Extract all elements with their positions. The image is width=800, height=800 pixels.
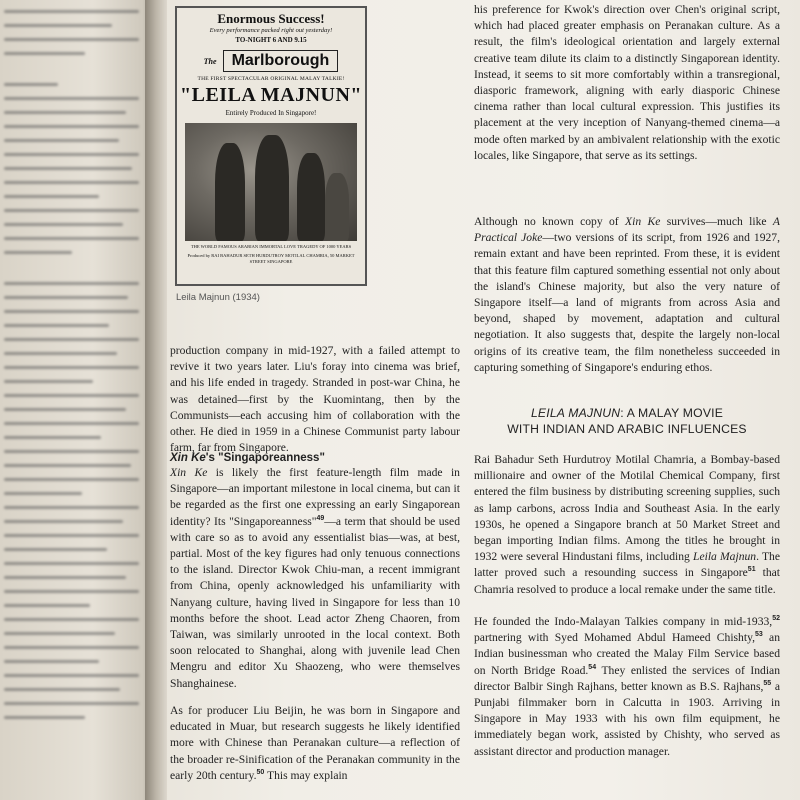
poster-fine-print-1: THE WORLD FAMOUS ARABIAN IMMORTAL LOVE TRAGEDY OF 1000 YEARS — [190, 244, 352, 249]
poster-theatre-name: Marlborough — [223, 50, 339, 72]
footnote-53: 53 — [755, 631, 763, 639]
section-heading-singaporeanness — [170, 452, 460, 464]
footnote-52: 52 — [772, 615, 780, 623]
left-paragraph-1 — [170, 343, 460, 456]
r-p4-text-c: an Indian businessman who created the Malay Film Service based on North Bridge Road. — [474, 631, 780, 677]
section-title-leila-majnun — [474, 405, 780, 437]
r-p2-xinke: Xin Ke — [625, 215, 661, 228]
poster-film-title: "LEILA MAJNUN" — [180, 84, 362, 106]
footnote-49: 49 — [316, 514, 325, 522]
r-p3-text-b: . The latter proved such a resounding success in Singapore — [474, 550, 780, 580]
right-paragraph-4 — [474, 614, 780, 760]
poster-times: TO-NIGHT 6 AND 9.15 — [235, 36, 307, 44]
left-section-singaporeanness — [170, 452, 460, 692]
p2-xinke: Xin Ke — [170, 466, 208, 479]
footnote-51: 51 — [747, 566, 756, 574]
paragraph-liu-beijin — [170, 703, 460, 784]
poster-tagline: THE FIRST SPECTACULAR ORIGINAL MALAY TALKIE! — [197, 76, 345, 82]
r-p4-text-e: a Punjabi filmmaker born in Calcutta in 1903. Arriving in Singapore in May 1933 with his own film equipment, he immediately began work, assisted by Chishty, who served as assistant director and production manager. — [474, 679, 780, 758]
poster-headline: Enormous Success! — [217, 11, 325, 26]
p3-text-b: This may explain — [264, 768, 348, 782]
poster-caption: Leila Majnun (1934) — [176, 292, 260, 303]
footnote-54: 54 — [588, 663, 597, 671]
footnote-55: 55 — [763, 679, 772, 687]
poster-produced-line: Entirely Produced In Singapore! — [225, 109, 317, 117]
r-p2-text-a: Although no known copy of — [474, 215, 626, 228]
poster-photo — [185, 123, 357, 241]
heading-xinke: Xin Ke — [170, 452, 206, 464]
section-title-a: : A MALAY MOVIE — [620, 406, 724, 420]
poster-the: The — [203, 56, 217, 66]
book-gutter — [145, 0, 167, 800]
r-p4-text-d: They enlisted the services of Indian director Balbir Singh Rajhans, better known as B.S. Rajhans, — [474, 663, 780, 693]
p2-text-b: —a term that should be used with care so as to avoid any essentialist bias—was, at best, partial. Most of the key figures had only tenuous connections to the island. Director Kwok Chiu-man, a recent immigrant from China, openly acknowledged his unfamiliarity with Nanyang culture, having lived in Singapore for less than 10 months before the shoot. Lead actor Zheng Chaoren, from Taiwan, was similarly unrooted in the local context. Both soon relocated to Shanghai, along with juvenile lead Chen Mengru and editor Xu Shaozeng, who were themselves Shanghainese. — [170, 514, 460, 690]
r-p2-text-c: —two versions of its script, from 1926 and 1927, remain extant and have been reprinted. From these, it is evident that this feature film captured something essential not only about the island's Chinese majority, but also the very nature of Singapore itself—a land of migrants from across Asia and beyond, shaped by movement, adaptation and cultural negotiation. It also suggests that, despite the largely non-local origins of its creative team, the film nonetheless succeeded in capturing something of Singapore's enduring ethos. — [474, 231, 780, 374]
section-title-em: LEILA MAJNUN — [530, 406, 621, 420]
paragraph-xinke-first-feature — [170, 465, 460, 692]
paragraph-liu-foray: production company in mid-1927, with a failed attempt to revive it two years later. Liu's foray into cinema was brief, and his life ended in tragedy. Stranded in post-war China, he was detained—first by the Kuomintang, then by the Communists—each accusing him of collaboration with the other. He died in 1959 in a Chinese Communist party labour farm, far from Singapore. — [170, 344, 460, 455]
facing-page-text-lines — [4, 10, 139, 730]
p3-text-a: As for producer Liu Beijin, he was born in Singapore and educated in Muar, but research suggests he likely identified more with Chinese than Peranakan culture—a reflection of the broader re-Sinification of the Peranakan community in the early 20th century. — [170, 704, 460, 782]
r-p3-text-a: Rai Bahadur Seth Hurdutroy Motilal Chamria, a Bombay-based millionaire and owner of the Motilal Chemical Company, first entered the film business by distributing screening supplies, such as lamp carbons, across India and Southeast Asia. In the early 1930s, he opened a Singapore branch at 50 Market Street and began importing Indian films. Among the titles he brought in 1932 were several Hindustani films, including — [474, 453, 780, 564]
poster-theatre-row — [177, 50, 365, 72]
heading-rest: 's "Singaporeanness" — [205, 452, 325, 464]
poster-fine-print-2: Produced by RAI BAHADUR SETH HURDUTROY MOTILAL CHAMRIA, 50 MARKET STREET SINGAPORE — [187, 253, 355, 264]
p2-text-a: is likely the first feature-length film made in Singapore—an important milestone in local cinema, but can it be regarded as the first one expressing an early Singaporean identity? Its "Singaporeanness" — [170, 466, 460, 528]
paragraph-chamria — [474, 452, 780, 598]
r-p2-practical-joke: A Practical Joke — [474, 215, 780, 245]
r-p4-text-a: He founded the Indo-Malayan Talkies company in mid-1933, — [474, 615, 773, 628]
right-paragraph-1 — [474, 2, 780, 164]
paragraph-kwok-direction: his preference for Kwok's direction over Chen's original script, which had placed greater emphasis on Peranakan culture. As a result, the film's ideological orientation and largely external creative team dilute its claim to a distinctly Singaporean identity. Instead, it seems to sit more comfortably within a transregional, diasporic framework, aligning with early diasporic Chinese cinema rather than local cultural expression. This justifies its placement at the very inception of Nanyang-themed cinema—a mode often marked by an ambivalent relationship with the exotic locales, like Singapore, that serve as its settings. — [474, 3, 780, 162]
section-title-line-2: WITH INDIAN AND ARABIC INFLUENCES — [507, 422, 747, 436]
section-title-line-1 — [474, 405, 780, 421]
paragraph-no-known-copy — [474, 214, 780, 376]
right-paragraph-3 — [474, 452, 780, 598]
right-paragraph-2 — [474, 214, 780, 376]
facing-page-blurred — [0, 0, 155, 800]
poster-subline: Every performance packed right out yesterday! — [209, 27, 333, 34]
left-paragraph-3 — [170, 703, 460, 784]
film-poster — [175, 6, 367, 286]
r-p2-text-b: survives—much like — [660, 215, 773, 228]
r-p3-text-c: that Chamria resolved to produce a local remake under the same title. — [474, 566, 780, 596]
r-p4-text-b: partnering with Syed Mohamed Abdul Hameed Chishty, — [474, 631, 756, 645]
footnote-50: 50 — [256, 768, 265, 776]
r-p3-leila: Leila Majnun — [693, 550, 757, 564]
paragraph-indo-malayan — [474, 614, 780, 760]
